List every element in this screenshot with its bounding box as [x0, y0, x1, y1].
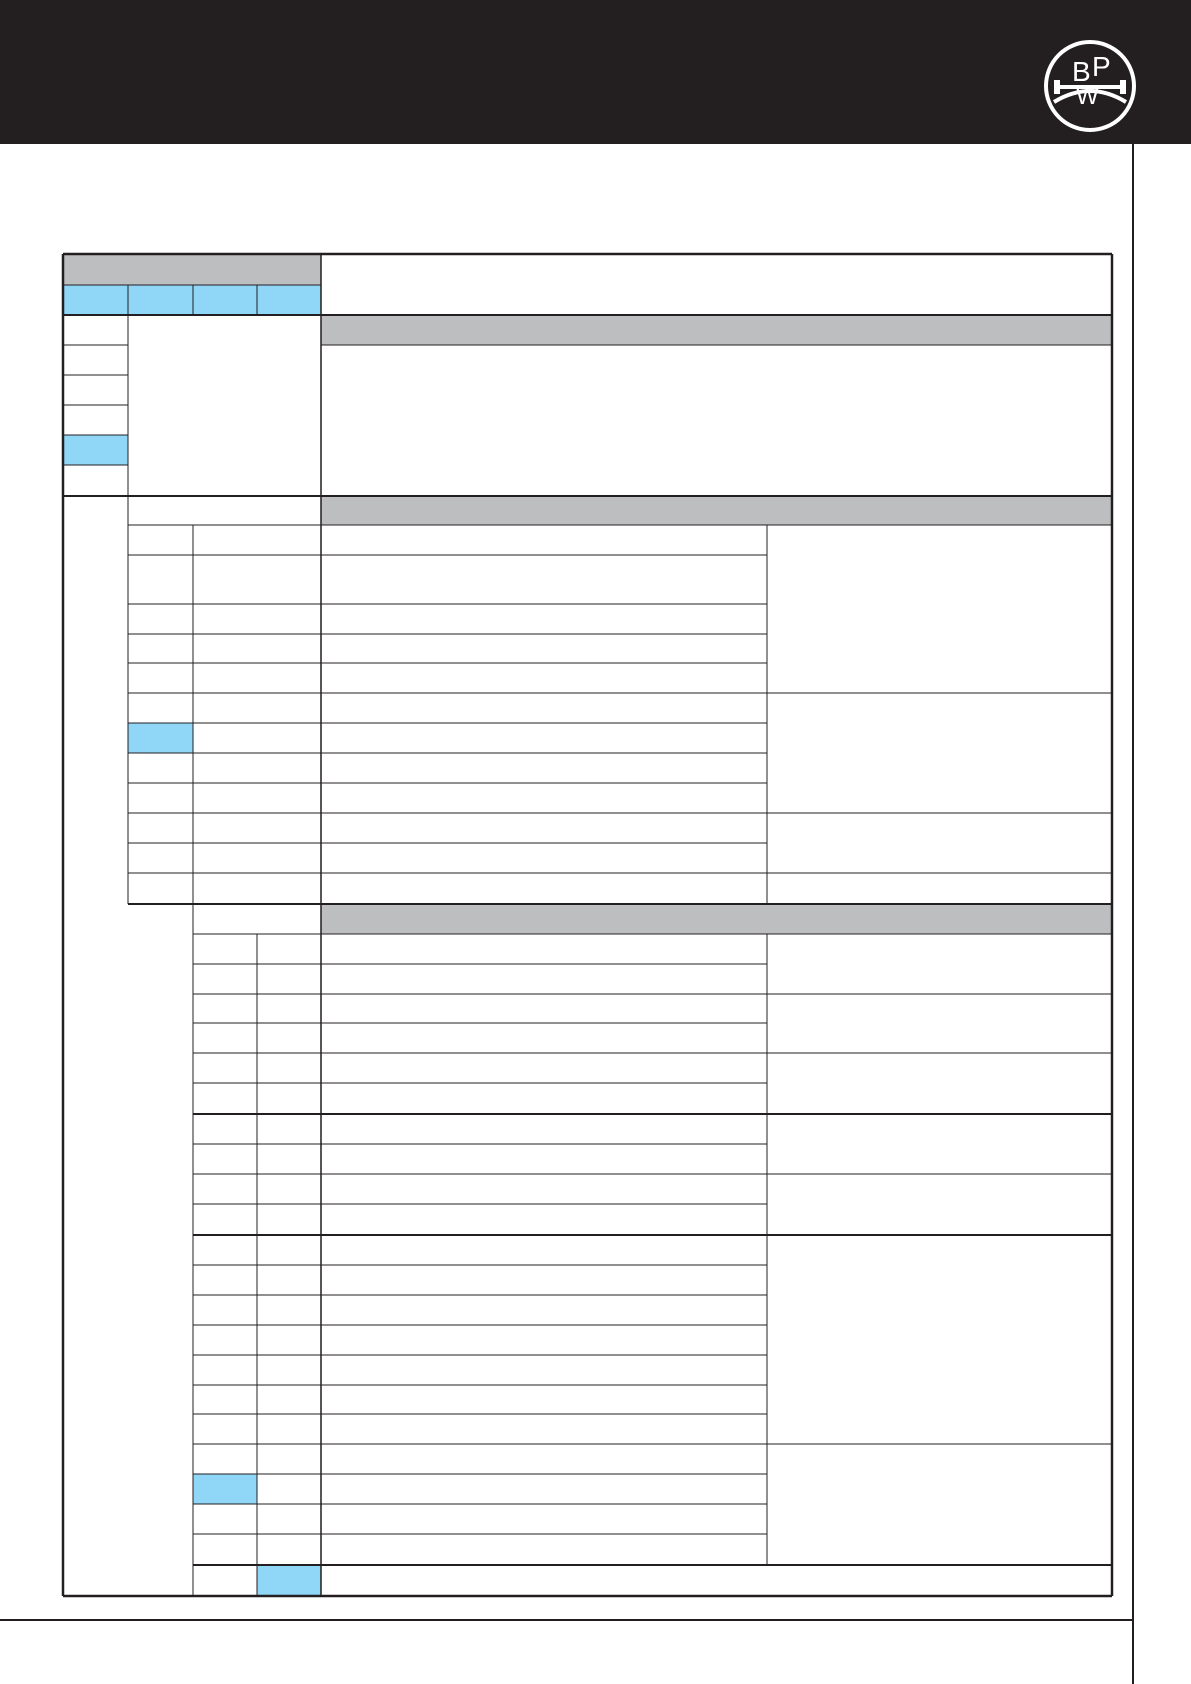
- highlight-level3-row20: [193, 1474, 257, 1504]
- header-blue-3: [193, 285, 257, 315]
- highlight-level1-row5: [63, 435, 128, 465]
- header-blue-1: [63, 285, 128, 315]
- header-blue-4: [257, 285, 321, 315]
- section-bar-2: [321, 496, 1112, 525]
- highlight-level4-last: [257, 1565, 321, 1595]
- highlight-level2-row7: [128, 723, 193, 753]
- svg-text:B: B: [1072, 56, 1091, 87]
- section-bar-1: [321, 315, 1112, 345]
- header-blue-2: [128, 285, 193, 315]
- section-bar-3: [321, 904, 1112, 934]
- svg-text:P: P: [1092, 51, 1111, 82]
- header-gray-left: [63, 254, 321, 285]
- svg-text:W: W: [1076, 83, 1099, 110]
